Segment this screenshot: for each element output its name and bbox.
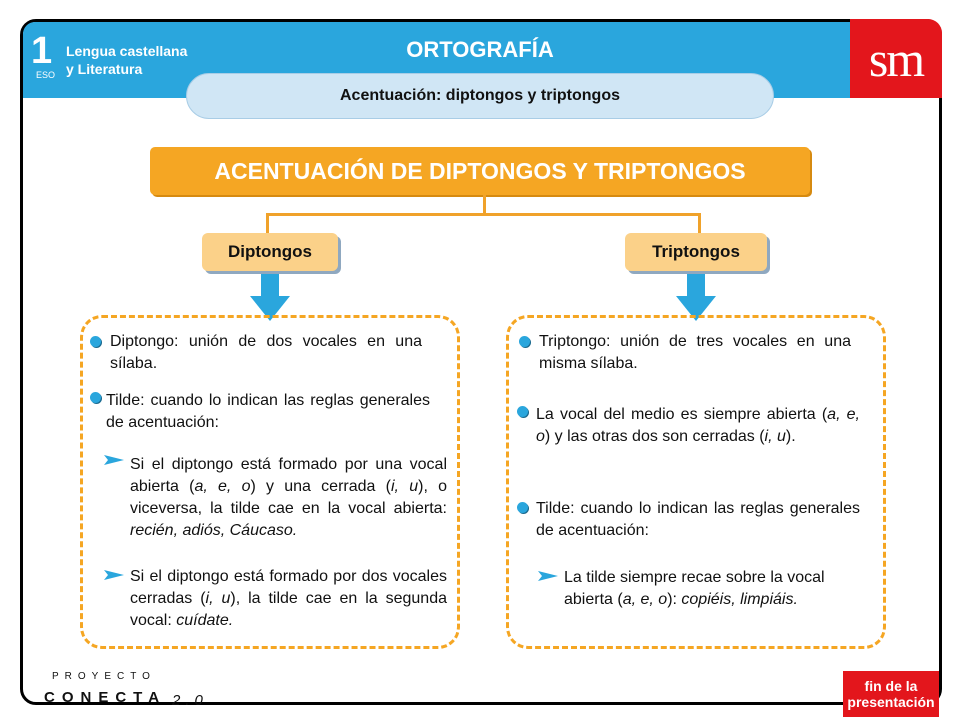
- examples: cuídate.: [176, 612, 234, 629]
- connector-right: [698, 213, 701, 233]
- connector-horizontal: [266, 213, 701, 216]
- bullet-icon: [519, 336, 530, 347]
- diptongo-rule-1: [130, 454, 447, 542]
- rule-text: ):: [667, 591, 682, 608]
- end-line-1: fin de la: [864, 678, 918, 694]
- diptongo-tilde: Tilde: cuando lo indican las reglas generales de acentuación:: [106, 392, 430, 431]
- diptongos-label: Diptongos: [202, 233, 338, 271]
- publisher-logo: sm: [850, 19, 942, 98]
- rule-text: ).: [785, 428, 796, 445]
- rule-text: Si el diptongo está formado por una vocal abierta (: [130, 456, 447, 495]
- connector-left: [266, 213, 269, 233]
- rule-text: ) y una cerrada (: [250, 478, 391, 495]
- subject-line-1: Lengua castellana: [66, 43, 188, 59]
- triptongo-rule: [564, 567, 866, 611]
- triptongo-definition: Triptongo: unión de tres vocales en una misma sílaba.: [539, 333, 851, 372]
- bullet-icon: [90, 392, 101, 403]
- project-label: PROYECTO: [52, 671, 156, 682]
- vowels-open: a, e, o: [622, 591, 668, 608]
- rule-text: ) y las otras dos son cerradas (: [544, 428, 765, 445]
- diptongo-definition: Diptongo: unión de dos vocales en una sílaba.: [110, 333, 422, 372]
- bullet-icon: [517, 502, 528, 513]
- vowels-open: a, e, o: [194, 478, 251, 495]
- triptongo-tilde: Tilde: cuando lo indican las reglas generales de acentuación:: [536, 500, 860, 539]
- vowels-closed: i, u: [205, 590, 231, 607]
- rule-text: ), la tilde cae en la segunda vocal:: [130, 590, 447, 629]
- pointer-arrow-icon: [104, 570, 124, 580]
- grade-level: ESO: [36, 70, 56, 80]
- topic-banner: Acentuación: diptongos y triptongos: [186, 73, 774, 119]
- triptongo-middle-vowel: [536, 404, 860, 448]
- pointer-arrow-icon: [538, 571, 558, 581]
- section-title: ORTOGRAFÍA: [406, 37, 554, 62]
- rule-text: Si el diptongo está formado por dos vocales cerradas (: [130, 568, 447, 607]
- vowels-closed: i, u: [390, 478, 419, 495]
- examples: copiéis, limpiáis.: [681, 591, 798, 608]
- vowels-open: a, e, o: [536, 406, 861, 445]
- project-name: CONECTA: [44, 689, 167, 706]
- project-version: 2.0: [172, 692, 208, 709]
- bullet-icon: [90, 336, 101, 347]
- subject-line-2: y Literatura: [66, 61, 143, 77]
- connector-stem: [483, 195, 486, 215]
- end-presentation-button[interactable]: [843, 671, 939, 717]
- end-line-2: presentación: [847, 694, 935, 710]
- bullet-icon: [517, 406, 528, 417]
- grade-number: 1: [31, 30, 53, 72]
- examples: recién, adiós, Cáucaso.: [130, 522, 298, 539]
- triptongos-label: Triptongos: [625, 233, 767, 271]
- diptongo-rule-2: [130, 566, 447, 632]
- rule-text: La tilde siempre recae sobre la vocal abierta (: [564, 569, 825, 608]
- vowels-closed: i, u: [764, 428, 786, 445]
- pointer-arrow-icon: [104, 455, 124, 465]
- rule-text: La vocal del medio es siempre abierta (: [536, 406, 828, 423]
- diagram-title: ACENTUACIÓN DE DIPTONGOS Y TRIPTONGOS: [150, 147, 810, 195]
- rule-text: ), o viceversa, la tilde cae en la vocal abierta:: [130, 478, 447, 517]
